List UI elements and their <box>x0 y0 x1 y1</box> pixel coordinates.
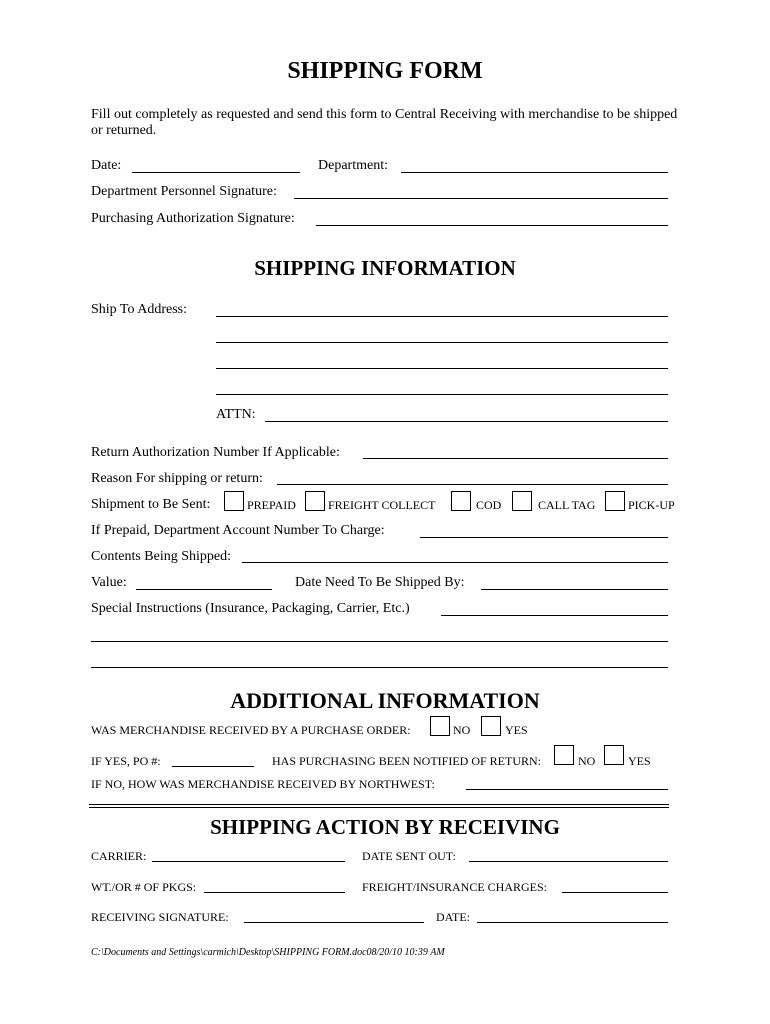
weight-pkgs-label: WT./OR # OF PKGS: <box>91 880 197 894</box>
date-sent-out-label: DATE SENT OUT: <box>362 849 456 863</box>
value-label: Value: <box>91 575 127 590</box>
receiving-signature-field[interactable] <box>244 922 424 923</box>
date-label: Date: <box>91 158 122 173</box>
ship-to-label: Ship To Address: <box>91 302 187 317</box>
how-received-field[interactable] <box>466 789 668 790</box>
freight-collect-option-label: FREIGHT COLLECT <box>328 498 436 512</box>
shipping-information-heading: SHIPPING INFORMATION <box>254 256 516 280</box>
special-instructions-line-3[interactable] <box>91 667 668 668</box>
freight-collect-checkbox[interactable] <box>305 491 325 511</box>
shipment-method-label: Shipment to Be Sent: <box>91 497 211 512</box>
attn-label: ATTN: <box>216 407 256 422</box>
department-field[interactable] <box>401 172 668 173</box>
purchasing-notified-no-checkbox[interactable] <box>554 745 574 765</box>
purchasing-notified-label: HAS PURCHASING BEEN NOTIFIED OF RETURN: <box>272 754 542 768</box>
contents-field[interactable] <box>242 562 668 563</box>
purchasing-notified-yes-checkbox[interactable] <box>604 745 624 765</box>
prepaid-checkbox[interactable] <box>224 491 244 511</box>
reason-label: Reason For shipping or return: <box>91 471 263 486</box>
department-label: Department: <box>318 158 388 173</box>
ship-to-line-4[interactable] <box>216 394 668 395</box>
personnel-signature-label: Department Personnel Signature: <box>91 184 277 199</box>
date-field[interactable] <box>132 172 300 173</box>
ship-to-line-2[interactable] <box>216 342 668 343</box>
special-instructions-label: Special Instructions (Insurance, Packaging, Carrier, Etc.) <box>91 601 410 616</box>
purchasing-notified-no-label: NO <box>578 754 596 768</box>
cod-checkbox[interactable] <box>451 491 471 511</box>
freight-charges-label: FREIGHT/INSURANCE CHARGES: <box>362 880 548 894</box>
reason-field[interactable] <box>277 484 668 485</box>
receiving-heading: SHIPPING ACTION BY RECEIVING <box>210 815 560 839</box>
weight-pkgs-field[interactable] <box>204 892 345 893</box>
ship-to-line-1[interactable] <box>216 316 668 317</box>
additional-information-heading: ADDITIONAL INFORMATION <box>230 688 540 713</box>
pick-up-option-label: PICK-UP <box>628 498 675 512</box>
intro-text-line2: or returned. <box>91 123 157 138</box>
section-divider-bottom <box>89 807 669 808</box>
cod-option-label: COD <box>476 498 502 512</box>
call-tag-checkbox[interactable] <box>512 491 532 511</box>
prepaid-option-label: PREPAID <box>247 498 296 512</box>
return-auth-label: Return Authorization Number If Applicable: <box>91 445 340 460</box>
contents-label: Contents Being Shipped: <box>91 549 231 564</box>
purchasing-signature-label: Purchasing Authorization Signature: <box>91 211 295 226</box>
purchasing-notified-yes-label: YES <box>628 754 651 768</box>
attn-field[interactable] <box>265 421 668 422</box>
carrier-field[interactable] <box>152 861 345 862</box>
received-by-po-no-label: NO <box>453 723 471 737</box>
form-title: SHIPPING FORM <box>287 58 483 84</box>
carrier-label: CARRIER: <box>91 849 147 863</box>
po-number-label: IF YES, PO #: <box>91 754 161 768</box>
received-by-po-no-checkbox[interactable] <box>430 716 450 736</box>
section-divider-top <box>89 804 669 805</box>
received-by-po-yes-label: YES <box>505 723 528 737</box>
return-auth-field[interactable] <box>363 458 668 459</box>
po-number-field[interactable] <box>172 766 254 767</box>
date-needed-field[interactable] <box>481 589 668 590</box>
freight-charges-field[interactable] <box>562 892 668 893</box>
file-path-footer: C:\Documents and Settings\carmich\Desktop\SHIPPING FORM.doc08/20/10 10:39 AM <box>91 947 445 958</box>
call-tag-option-label: CALL TAG <box>538 498 596 512</box>
prepaid-account-label: If Prepaid, Department Account Number To Charge: <box>91 523 385 538</box>
receiving-date-label: DATE: <box>436 910 470 924</box>
value-field[interactable] <box>136 589 272 590</box>
intro-text-line1: Fill out completely as requested and send this form to Central Receiving with merchandise to be shipped <box>91 107 678 122</box>
received-by-po-yes-checkbox[interactable] <box>481 716 501 736</box>
special-instructions-field[interactable] <box>441 615 668 616</box>
prepaid-account-field[interactable] <box>420 537 668 538</box>
receiving-date-field[interactable] <box>477 922 668 923</box>
date-needed-label: Date Need To Be Shipped By: <box>295 575 465 590</box>
personnel-signature-field[interactable] <box>294 198 668 199</box>
receiving-signature-label: RECEIVING SIGNATURE: <box>91 910 229 924</box>
ship-to-line-3[interactable] <box>216 368 668 369</box>
special-instructions-line-2[interactable] <box>91 641 668 642</box>
date-sent-out-field[interactable] <box>469 861 668 862</box>
how-received-label: IF NO, HOW WAS MERCHANDISE RECEIVED BY NORTHWEST: <box>91 777 435 791</box>
purchasing-signature-field[interactable] <box>316 225 668 226</box>
pick-up-checkbox[interactable] <box>605 491 625 511</box>
received-by-po-label: WAS MERCHANDISE RECEIVED BY A PURCHASE ORDER: <box>91 723 411 737</box>
